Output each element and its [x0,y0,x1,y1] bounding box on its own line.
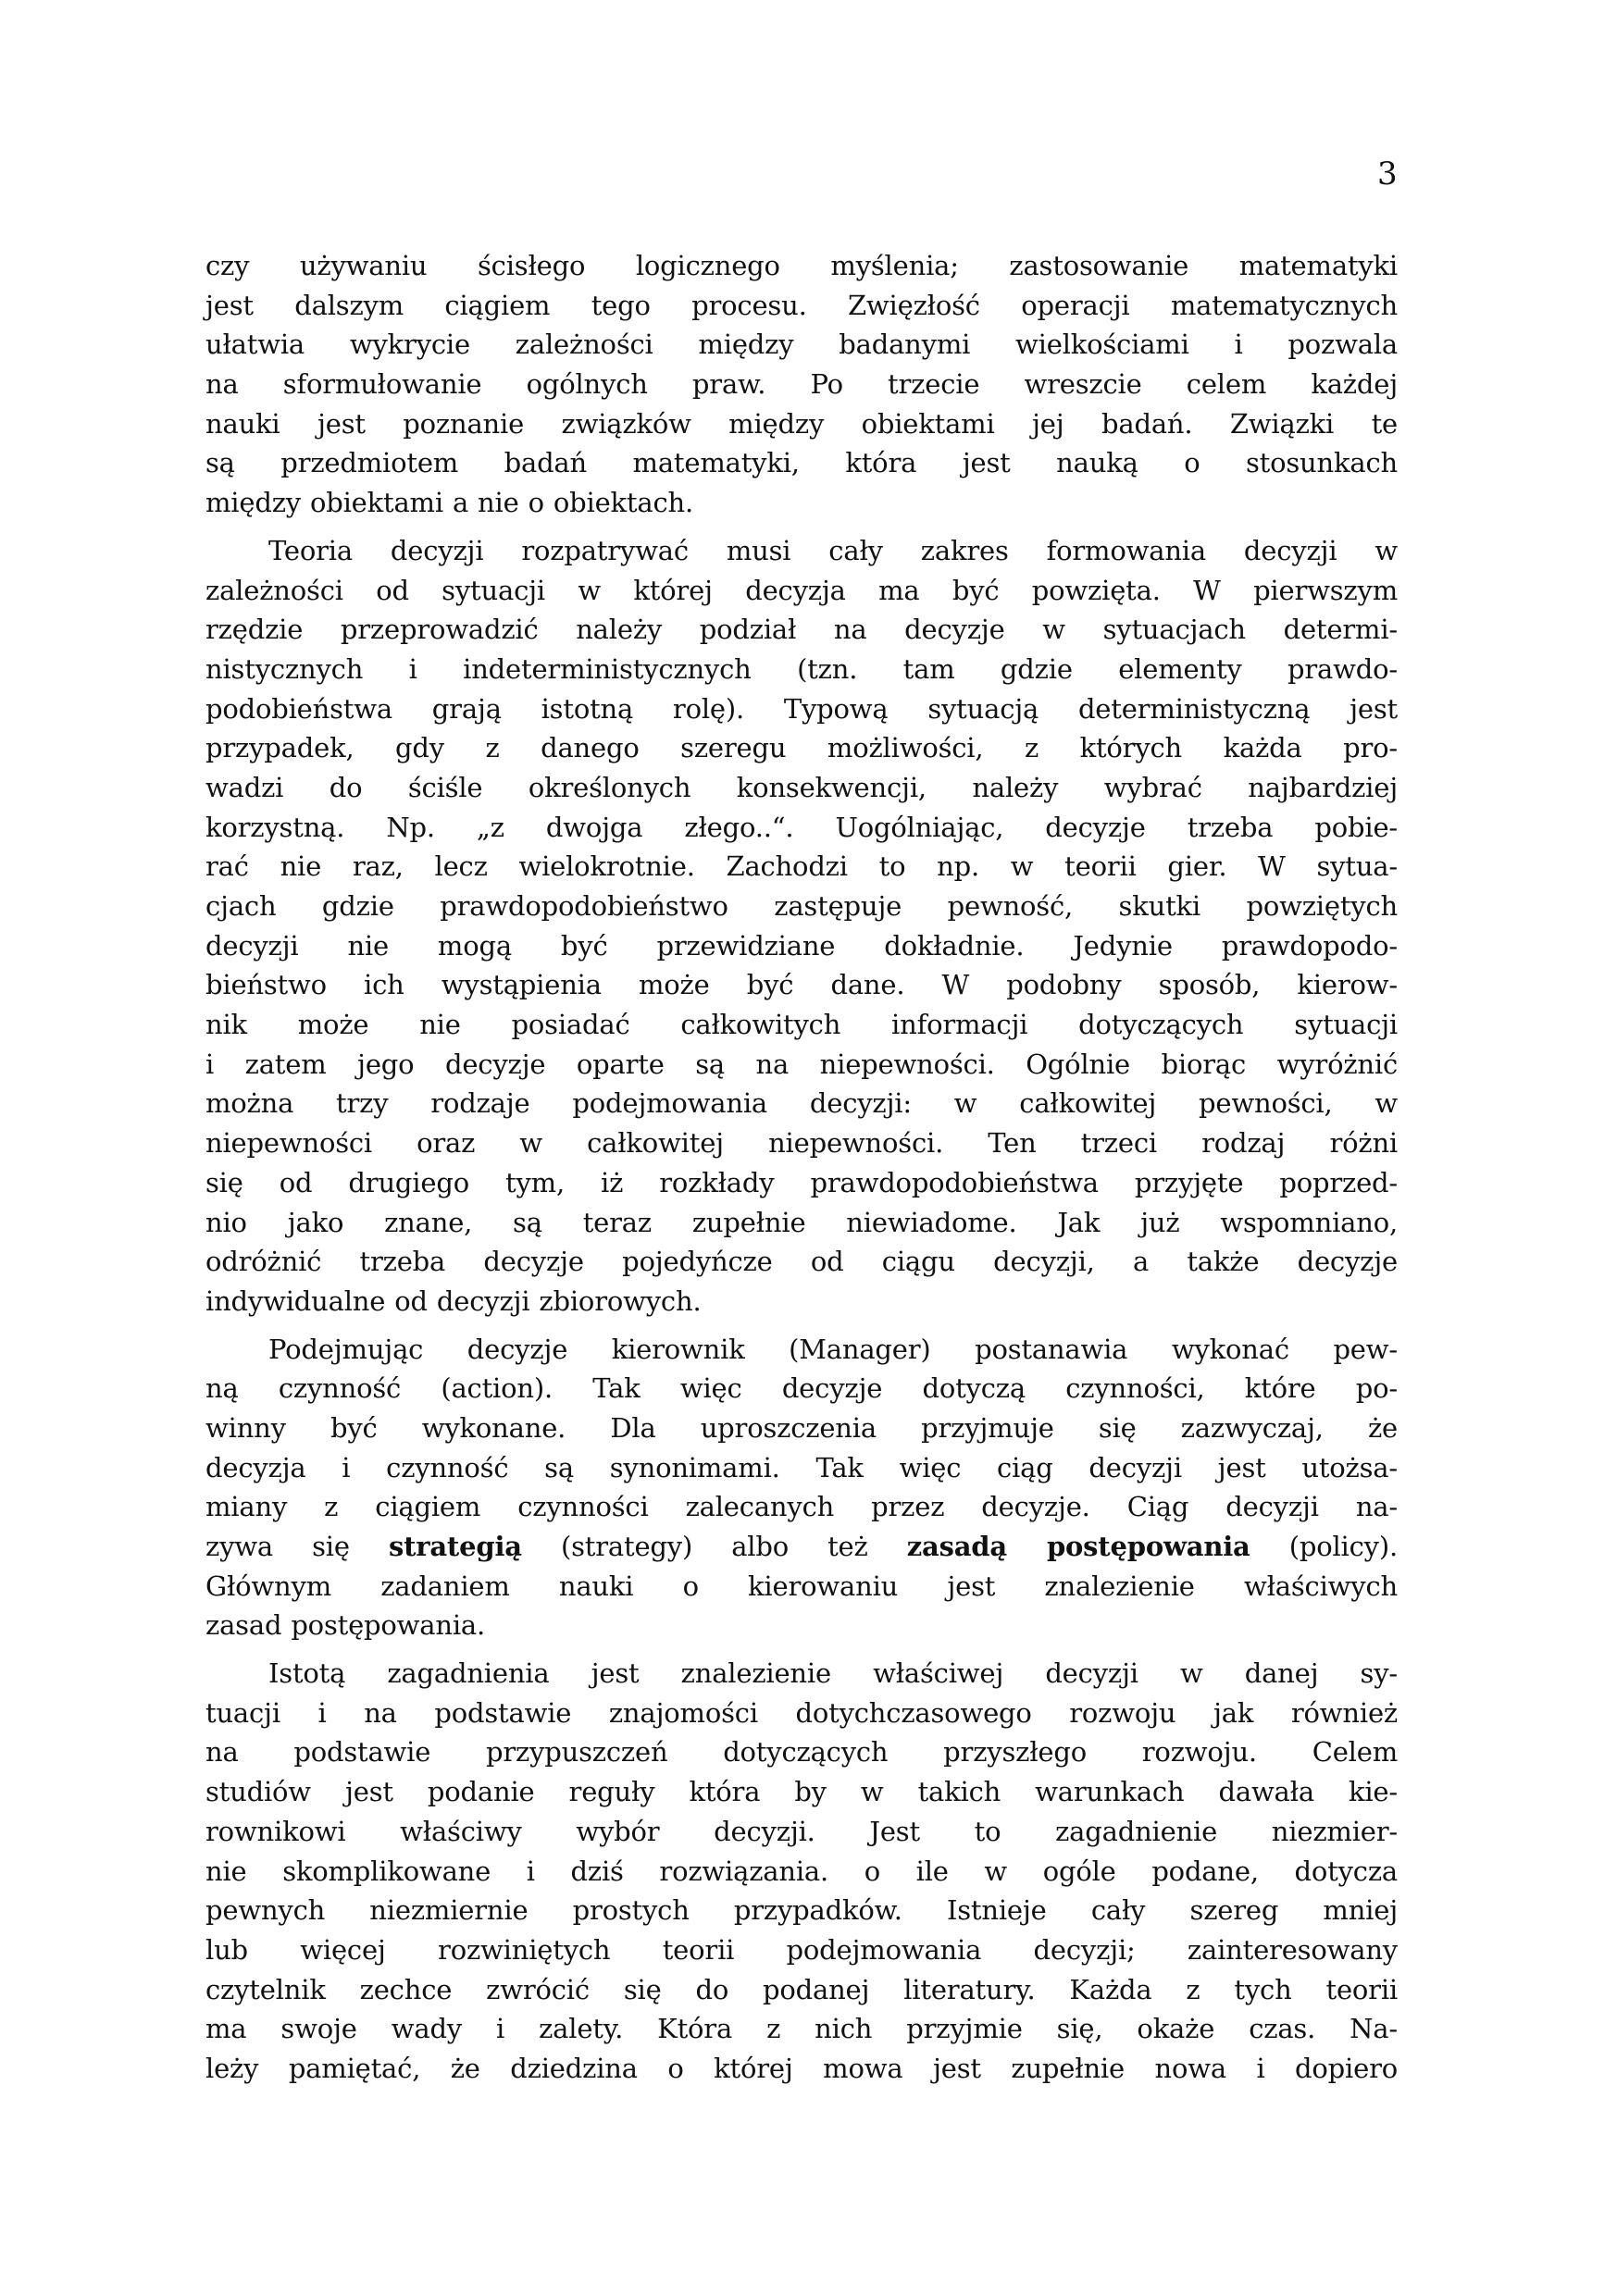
text-line: zasad postępowania. [205,1609,486,1642]
text-line: ną czynność (action). Tak więc decyzje dotyczą czynności, które po- [205,1372,1398,1405]
text-segment: (policy). [1250,1531,1398,1562]
text-line: nistycznych i indeterministycznych (tzn. tam gdzie elementy prawdo- [205,652,1398,685]
text-line: przypadek, gdy z danego szeregu możliwości, z których każda pro- [205,732,1398,764]
text-line: decyzja i czynność są synonimami. Tak więc ciąg decyzji jest utożsa- [205,1451,1398,1483]
paragraph-4 [205,1654,1398,2089]
text-line: indywidualne od decyzji zbiorowych. [205,1285,702,1317]
text-line: korzystną. Np. „z dwojga złego..“. Uogólniając, decyzje trzeba pobie- [205,811,1398,843]
text-segment: zywa się [205,1531,389,1562]
text-line: są przedmiotem badań matematyki, która jest nauką o stosunkach [205,447,1398,479]
text-line: na sformułowanie ogólnych praw. Po trzecie wreszcie celem każdej [205,368,1398,401]
text-line: ma swoje wady i zalety. Która z nich przyjmie się, okaże czas. Na- [205,2013,1398,2045]
text-line: winny być wykonane. Dla uproszczenia przyjmuje się zazwyczaj, że [205,1411,1398,1444]
text-line: podobieństwa grają istotną rolę). Typową sytuacją deterministyczną jest [205,692,1398,725]
text-line: pewnych niezmiernie prostych przypadków. Istnieje cały szereg mniej [205,1894,1398,1927]
page-number: 3 [1377,155,1398,192]
body-text [205,246,1398,2097]
text-line: czytelnik zechce zwrócić się do podanej literatury. Każda z tych teorii [205,1973,1398,2005]
text-segment: (strategy) albo też [521,1531,907,1562]
bold-term-strategy: strategią [388,1531,522,1562]
text-line: niepewności oraz w całkowitej niepewności. Ten trzeci rodzaj różni [205,1127,1398,1160]
text-line: miany z ciągiem czynności zalecanych przez decyzje. Ciąg decyzji na- [205,1491,1398,1523]
text-line: jest dalszym ciągiem tego procesu. Zwięzłość operacji matematycznych [205,289,1398,321]
text-line: ułatwia wykrycie zależności między badanymi wielkościami i pozwala [205,329,1398,361]
text-line: można trzy rodzaje podejmowania decyzji: w całkowitej pewności, w [205,1087,1398,1120]
text-line: rać nie raz, lecz wielokrotnie. Zachodzi to np. w teorii gier. W sytua- [205,850,1398,883]
text-line: Teoria decyzji rozpatrywać musi cały zakres formowania decyzji w [268,534,1398,566]
text-line: rzędzie przeprowadzić należy podział na decyzje w sytuacjach determi- [205,614,1398,646]
text-line: na podstawie przypuszczeń dotyczących przyszłego rozwoju. Celem [205,1736,1398,1769]
text-line: wadzi do ściśle określonych konsekwencji, należy wybrać najbardziej [205,771,1398,803]
text-line: lub więcej rozwiniętych teorii podejmowania decyzji; zainteresowany [205,1933,1398,1966]
text-line-with-bold-terms [205,1527,1398,1567]
text-line: nik może nie posiadać całkowitych informacji dotyczących sytuacji [205,1009,1398,1041]
text-line: nio jako znane, są teraz zupełnie niewiadome. Jak już wspomniano, [205,1206,1398,1238]
text-line: leży pamiętać, że dziedzina o której mowa jest zupełnie nowa i dopiero [205,2052,1398,2084]
text-line: czy używaniu ścisłego logicznego myślenia; zastosowanie matematyki [205,250,1398,281]
paragraph-1 [205,246,1398,523]
text-line: między obiektami a nie o obiektach. [205,487,693,519]
text-line: odróżnić trzeba decyzje pojedyńcze od ciągu decyzji, a także decyzje [205,1246,1398,1278]
text-line: decyzji nie mogą być przewidziane dokładnie. Jedynie prawdopodo- [205,929,1398,962]
text-line: Głównym zadaniem nauki o kierowaniu jest znalezienie właściwych [205,1570,1398,1602]
text-line: nauki jest poznanie związków między obiektami jej badań. Związki te [205,407,1398,440]
text-line: rownikowi właściwy wybór decyzji. Jest to zagadnienie niezmier- [205,1815,1398,1847]
text-line: i zatem jego decyzje oparte są na niepewności. Ogólnie biorąc wyróżnić [205,1048,1398,1080]
text-line: tuacji i na podstawie znajomości dotychczasowego rozwoju jak również [205,1696,1398,1729]
text-line: Istotą zagadnienia jest znalezienie właściwej decyzji w danej sy- [268,1657,1398,1690]
text-line: studiów jest podanie reguły która by w takich warunkach dawała kie- [205,1776,1398,1808]
text-line: Podejmując decyzje kierownik (Manager) postanawia wykonać pew- [268,1333,1398,1365]
text-line: bieństwo ich wystąpienia może być dane. W podobny sposób, kierow- [205,969,1398,1001]
text-line: cjach gdzie prawdopodobieństwo zastępuje pewność, skutki powziętych [205,890,1398,922]
text-line: się od drugiego tym, iż rozkłady prawdopodobieństwa przyjęte poprzed- [205,1166,1398,1198]
text-line: zależności od sytuacji w której decyzja ma być powzięta. W pierwszym [205,574,1398,606]
bold-term-policy: zasadą postępowania [906,1531,1250,1562]
text-line: nie skomplikowane i dziś rozwiązania. o ile w ogóle podane, dotycza [205,1855,1398,1887]
paragraph-2 [205,531,1398,1322]
paragraph-3 [205,1330,1398,1646]
